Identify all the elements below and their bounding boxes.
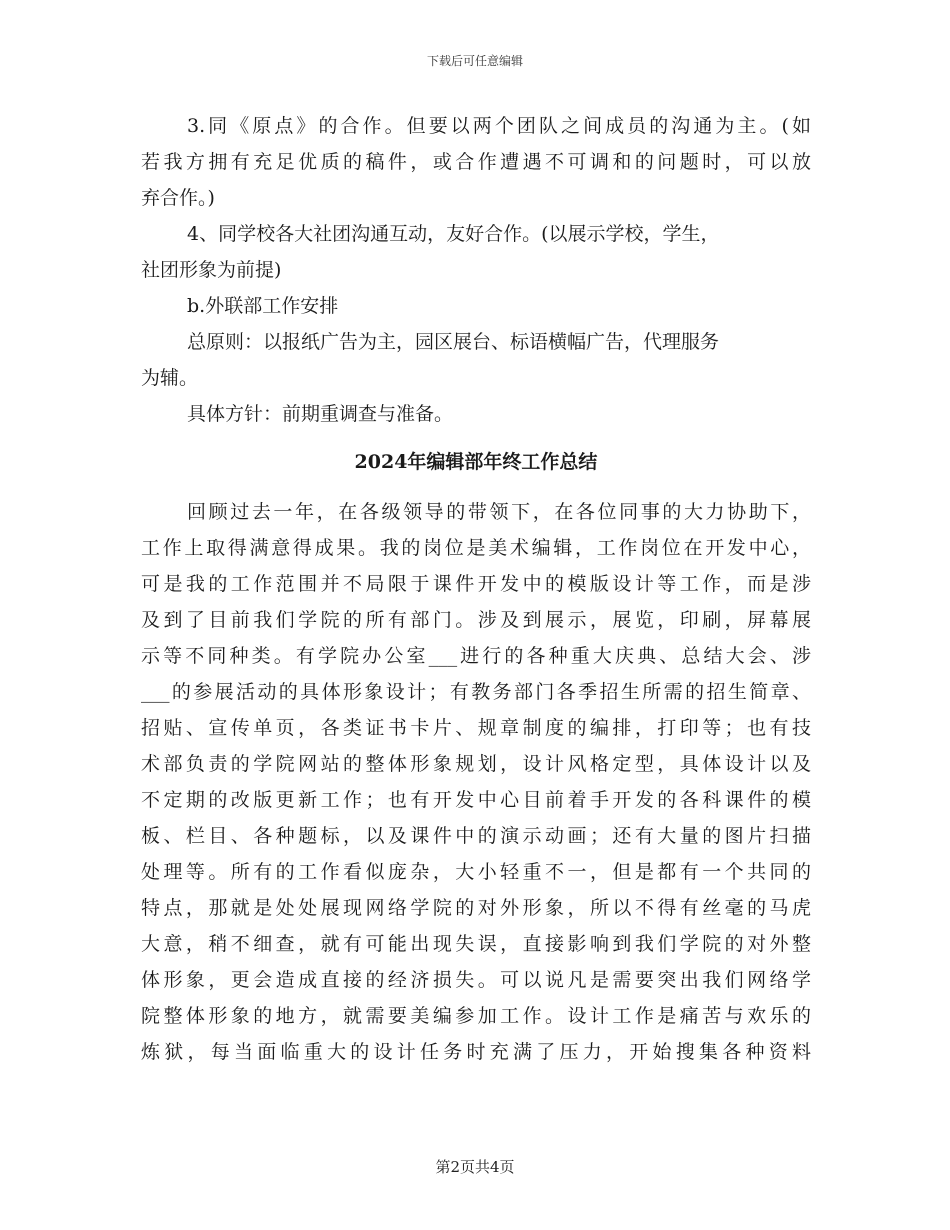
- paragraph-line: 处理等。所有的工作看似庞杂，大小轻重不一，但是都有一个共同的: [141, 861, 811, 883]
- paragraph-line: 工作上取得满意得成果。我的岗位是美术编辑，工作岗位在开发中心，: [141, 537, 811, 559]
- paragraph-line: 术部负责的学院网站的整体形象规划，设计风格定型，具体设计以及: [141, 753, 811, 775]
- paragraph-line: 板、栏目、各种题标，以及课件中的演示动画；还有大量的图片扫描: [141, 825, 811, 847]
- cooperation-section: [141, 108, 811, 432]
- paragraph-line: 体形象，更会造成直接的经济损失。可以说凡是需要突出我们网络学: [141, 969, 811, 991]
- paragraph-line: 总原则：以报纸广告为主，园区展台、标语横幅广告，代理服务: [187, 331, 720, 353]
- document-body: [141, 108, 811, 1070]
- paragraph-line: 院整体形象的地方，就需要美编参加工作。设计工作是痛苦与欢乐的: [141, 1005, 811, 1027]
- paragraph-line: 为辅。: [141, 367, 199, 389]
- paragraph-line: 4、同学校各大社团沟通互动，友好合作。(以展示学校，学生，: [187, 223, 720, 245]
- subheading-line: b.外联部工作安排: [187, 295, 339, 317]
- paragraph-line: 可是我的工作范围并不局限于课件开发中的模版设计等工作，而是涉: [141, 573, 811, 595]
- paragraph-line: 示等不同种类。有学院办公室___进行的各种重大庆典、总结大会、涉: [141, 645, 811, 667]
- page-header: 下载后可任意编辑: [426, 54, 523, 68]
- paragraph-line: 弃合作。): [141, 187, 215, 209]
- paragraph-line: ___的参展活动的具体形象设计；有教务部门各季招生所需的招生简章、: [141, 681, 811, 703]
- summary-paragraph: [141, 494, 811, 1070]
- paragraph-line: 回顾过去一年，在各级领导的带领下，在各位同事的大力协助下，: [187, 501, 811, 523]
- paragraph-line: 特点，那就是处处展现网络学院的对外形象，所以不得有丝毫的马虎: [141, 897, 811, 919]
- paragraph-line: 具体方针：前期重调查与准备。: [187, 403, 454, 425]
- paragraph-line: 社团形象为前提): [141, 259, 282, 281]
- paragraph-line: 炼狱，每当面临重大的设计任务时充满了压力，开始搜集各种资料: [141, 1041, 811, 1063]
- paragraph-line: 不定期的改版更新工作；也有开发中心目前着手开发的各科课件的模: [141, 789, 811, 811]
- paragraph-line: 招贴、宣传单页，各类证书卡片、规章制度的编排，打印等；也有技: [141, 717, 811, 739]
- paragraph-line: 3.同《原点》的合作。但要以两个团队之间成员的沟通为主。(如: [187, 115, 811, 137]
- paragraph-line: 大意，稍不细查，就有可能出现失误，直接影响到我们学院的对外整: [141, 933, 811, 955]
- paragraph-line: 及到了目前我们学院的所有部门。涉及到展示，展览，印刷，屏幕展: [141, 609, 811, 631]
- paragraph-line: 若我方拥有充足优质的稿件，或合作遭遇不可调和的问题时，可以放: [141, 151, 811, 173]
- document-title: 2024年编辑部年终工作总结: [354, 451, 598, 473]
- page-footer: 第2页共4页: [435, 1158, 515, 1176]
